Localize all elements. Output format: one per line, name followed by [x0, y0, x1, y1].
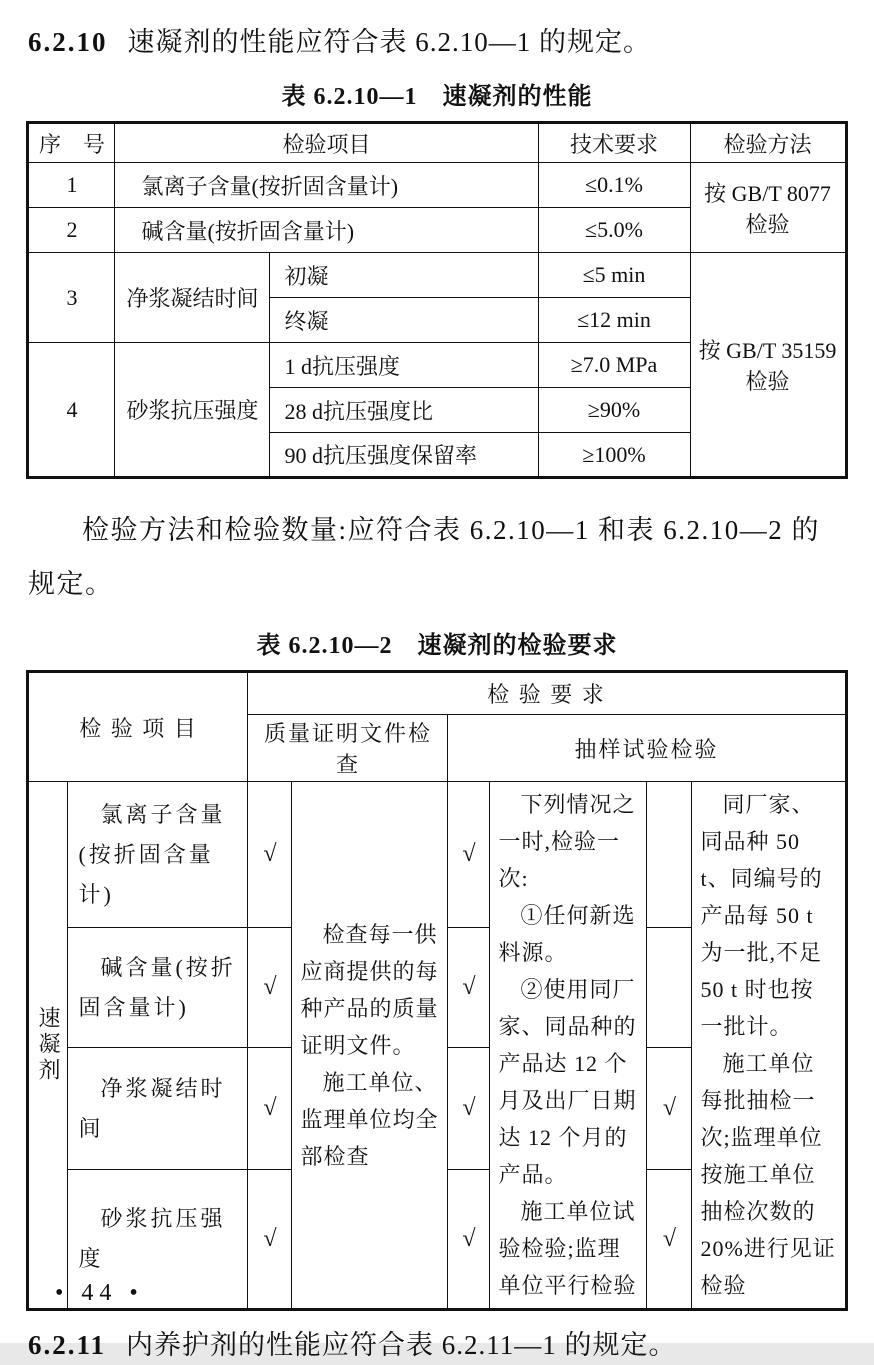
t1-r2-item: 碱含量(按折固含量计) [115, 208, 538, 253]
t2-sampling-note-p1: 下列情况之一时,检验一次: [498, 792, 636, 891]
t1-method-gb8077: 按 GB/T 8077 检验 [690, 163, 846, 253]
t2-doc-note-p1: 检查每一供应商提供的每种产品的质量证明文件。 [300, 921, 439, 1058]
t1-r4-no: 4 [28, 343, 115, 478]
t2-header-requirement: 检 验 要 求 [248, 672, 846, 715]
t2-batch-note-p1: 同厂家、同品种 50 t、同编号的产品每 50 t 为一批,不足 50 t 时也按一批计。 [700, 792, 823, 1039]
t1-r4-sub3: 90 d抗压强度保留率 [270, 433, 538, 478]
t1-r1-no: 1 [28, 163, 115, 208]
t2-r1-item-text: 氯离子含量(按折固含量计) [78, 801, 226, 907]
t2-header-doc-check: 质量证明文件检查 [248, 715, 448, 782]
t2-r2-item [68, 928, 248, 1047]
t2-sampling-note [490, 782, 647, 1310]
table-6-2-10-1 [26, 121, 847, 479]
t1-r4-sub2: 28 d抗压强度比 [270, 388, 538, 433]
t1-r4-sub1: 1 d抗压强度 [270, 343, 538, 388]
page-number: • 44 • [55, 1280, 144, 1306]
t1-r4-req3: ≥100% [538, 433, 690, 478]
t2-batch-note-p2: 施工单位每批抽检一次;监理单位按施工单位抽检次数的 20%进行见证检验 [700, 1051, 836, 1298]
t2-r4-item-text: 砂浆抗压强度 [78, 1206, 226, 1272]
t1-header-item: 检验项目 [115, 123, 538, 163]
t2-r1-item [68, 782, 248, 928]
t1-r4-req2: ≥90% [538, 388, 690, 433]
paragraph-inspection-note [28, 503, 846, 611]
t2-r3-sample-check: √ [448, 1047, 490, 1170]
t1-header-row [28, 123, 846, 163]
t1-method-gb35159: 按 GB/T 35159 检验 [690, 253, 846, 478]
t2-group-label [28, 782, 68, 1310]
t1-row-1 [28, 163, 846, 208]
t1-r1-item: 氯离子含量(按折固含量计) [115, 163, 538, 208]
t1-r3-req1: ≤5 min [538, 253, 690, 298]
t2-doc-check-note [292, 782, 448, 1310]
t2-sampling-note-p2: ①任何新选料源。 [498, 903, 636, 965]
t1-r3-req2: ≤12 min [538, 298, 690, 343]
t1-header-no: 序 号 [28, 123, 115, 163]
t2-row-1 [28, 782, 846, 928]
t2-sampling-note-p4: 施工单位试验检验;监理单位平行检验 [498, 1199, 637, 1298]
t1-r2-no: 2 [28, 208, 115, 253]
section-6-2-11-text: 内养护剂的性能应符合表 6.2.11—1 的规定。 [126, 1330, 677, 1360]
t1-r1-req: ≤0.1% [538, 163, 690, 208]
t2-doc-note-p2: 施工单位、监理单位均全部检查 [300, 1069, 439, 1169]
t1-r3-sub1: 初凝 [270, 253, 538, 298]
t1-r3-no: 3 [28, 253, 115, 343]
t2-r4-witness-check: √ [647, 1170, 692, 1310]
section-6-2-10-text: 速凝剂的性能应符合表 6.2.10—1 的规定。 [127, 27, 651, 57]
section-6-2-11-heading [28, 1311, 846, 1365]
t2-r3-witness-check: √ [647, 1047, 692, 1170]
t2-header-sampling: 抽样试验检验 [448, 715, 846, 782]
t2-r2-sample-check: √ [448, 928, 490, 1047]
t1-r2-req: ≤5.0% [538, 208, 690, 253]
table-1-caption: 表 6.2.10—1 速凝剂的性能 [281, 84, 593, 110]
section-6-2-11-number: 6.2.11 [28, 1330, 107, 1360]
table-2-caption: 表 6.2.10—2 速凝剂的检验要求 [256, 633, 618, 659]
t1-row-3a [28, 253, 846, 298]
t2-r1-doc-check: √ [248, 782, 292, 928]
section-6-2-10-heading [28, 0, 846, 62]
t1-header-req: 技术要求 [538, 123, 690, 163]
t2-r3-item-text: 净浆凝结时间 [78, 1075, 226, 1141]
t1-r4-item: 砂浆抗压强度 [115, 343, 270, 478]
t2-header-row-1 [28, 672, 846, 715]
t2-r3-item [68, 1047, 248, 1170]
section-6-2-10-number: 6.2.10 [28, 27, 108, 57]
t2-group-label-text: 速凝剂 [35, 1006, 61, 1084]
t2-r2-item-text: 碱含量(按折固含量计) [78, 954, 236, 1020]
t2-r1-sample-check: √ [448, 782, 490, 928]
t2-r2-witness-check [647, 928, 692, 1047]
t2-header-item: 检 验 项 目 [28, 672, 248, 782]
t2-r4-doc-check: √ [248, 1170, 292, 1310]
paragraph-inspection-text: 检验方法和检验数量:应符合表 6.2.10—1 和表 6.2.10—2 的规定。 [28, 515, 821, 599]
t2-r4-sample-check: √ [448, 1170, 490, 1310]
t2-batch-note [692, 782, 846, 1310]
t2-r3-doc-check: √ [248, 1047, 292, 1170]
t2-sampling-note-p3: ②使用同厂家、同品种的产品达 12 个月及出厂日期达 12 个月的产品。 [498, 977, 637, 1187]
t1-r3-sub2: 终凝 [270, 298, 538, 343]
t1-r4-req1: ≥7.0 MPa [538, 343, 690, 388]
t2-r2-doc-check: √ [248, 928, 292, 1047]
t1-header-method: 检验方法 [690, 123, 846, 163]
table-6-2-10-2 [26, 670, 847, 1311]
t1-r3-item: 净浆凝结时间 [115, 253, 270, 343]
t2-r1-witness-check [647, 782, 692, 928]
